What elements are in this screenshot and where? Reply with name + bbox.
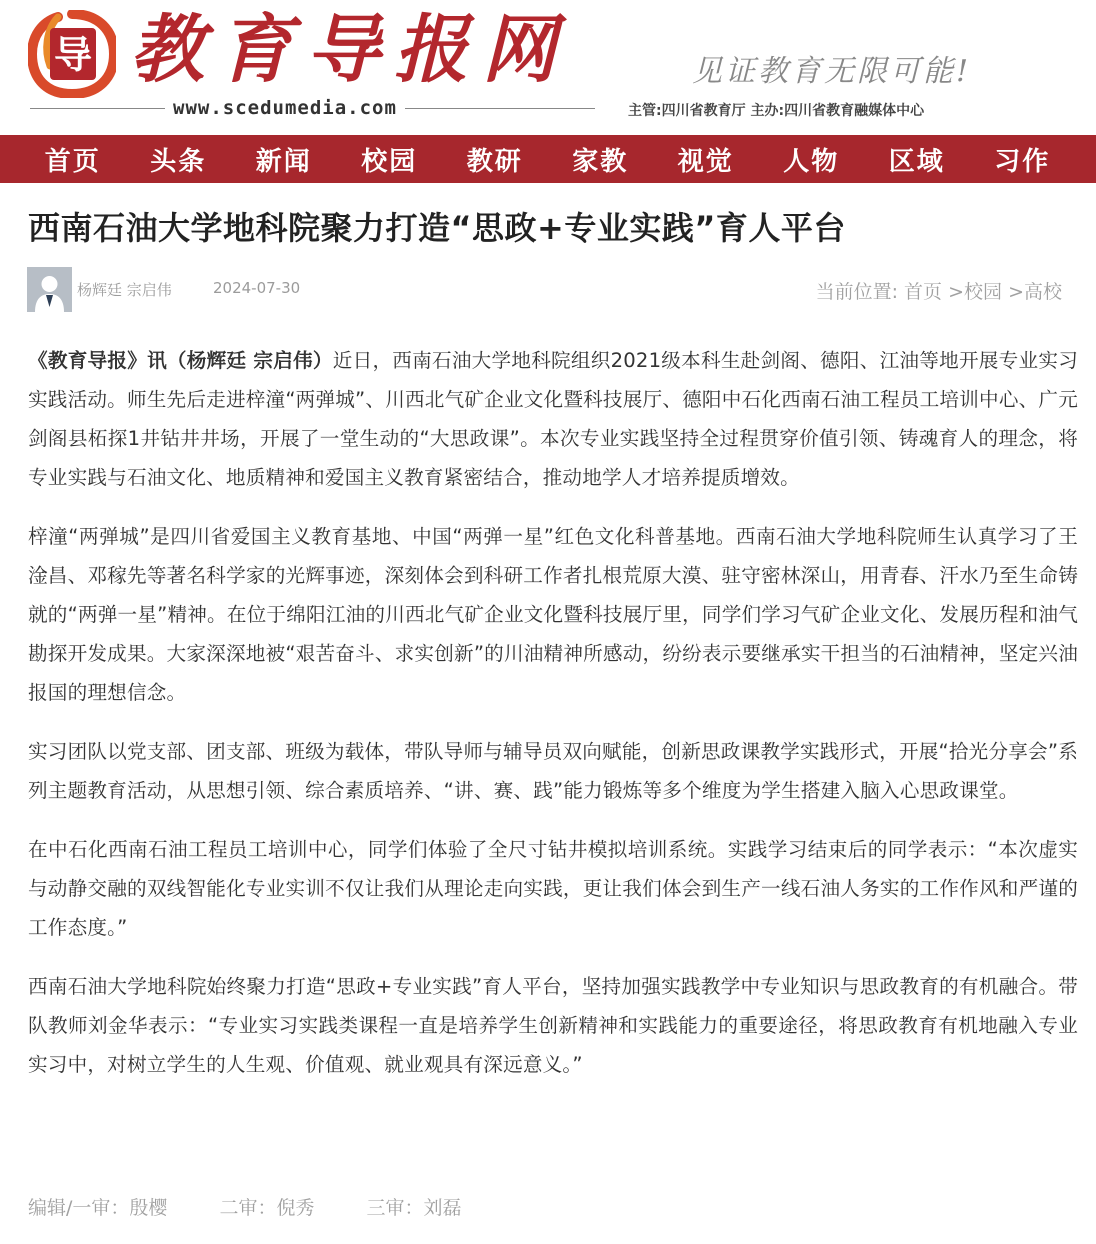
paragraph-3: 实习团队以党支部、团支部、班级为载体，带队导师与辅导员双向赋能，创新思政课教学实践形式，开展“拾光分享会”系列主题教育活动，从思想引领、综合素质培养、“讲、赛、践”能力锻炼等多个维度为学生搭建入脑入心思政课堂。 bbox=[28, 740, 1078, 802]
editor-credits bbox=[28, 1193, 508, 1220]
editor-third: 三审：刘磊 bbox=[366, 1197, 462, 1219]
editor-first: 编辑/一审：殷樱 bbox=[28, 1197, 168, 1219]
article-meta bbox=[27, 267, 1072, 313]
logo-char: 导 bbox=[53, 32, 93, 77]
breadcrumb-campus[interactable]: >校园 bbox=[948, 281, 1003, 303]
main-nav bbox=[0, 135, 1096, 183]
article-date: 2024-07-30 bbox=[213, 279, 301, 297]
site-logo-icon[interactable] bbox=[28, 10, 116, 98]
user-icon bbox=[27, 267, 72, 312]
site-sponsor: 主管:四川省教育厅 主办:四川省教育融媒体中心 bbox=[628, 103, 925, 119]
breadcrumb-college[interactable]: >高校 bbox=[1008, 281, 1062, 303]
nav-item-people[interactable]: 人物 bbox=[783, 146, 840, 177]
paragraph-1-text: 近日，西南石油大学地科院组织2021级本科生赴剑阁、德阳、江油等地开展专业实习实践活动。师生先后走进梓潼“两弹城”、川西北气矿企业文化暨科技展厅、德阳中石化西南石油工程员工培训中心、广元剑阁县柘探1井钻井井场，开展了一堂生动的“大思政课”。本次专业实践坚持全过程贯穿价值引领、铸魂育人的理念，将专业实践与石油文化、地质精神和爱国主义教育紧密结合，推动地学人才培养提质增效。 bbox=[28, 349, 1078, 489]
paragraph-1 bbox=[28, 341, 1078, 497]
nav-item-writing[interactable]: 习作 bbox=[994, 146, 1051, 177]
nav-item-region[interactable]: 区域 bbox=[888, 146, 945, 177]
breadcrumb-home[interactable]: 首页 bbox=[904, 281, 943, 303]
article-authors: 杨辉廷 宗启伟 bbox=[77, 281, 172, 299]
site-name[interactable]: 教育导报网 bbox=[130, 7, 570, 93]
article-body bbox=[28, 341, 1078, 1104]
article-title: 西南石油大学地科院聚力打造“思政+专业实践”育人平台 bbox=[28, 209, 846, 247]
lead-source: 《教育导报》讯（杨辉廷 宗启伟） bbox=[28, 349, 333, 372]
nav-item-campus[interactable]: 校园 bbox=[361, 146, 418, 177]
site-header bbox=[0, 0, 1096, 135]
paragraph-5: 西南石油大学地科院始终聚力打造“思政+专业实践”育人平台，坚持加强实践教学中专业知识与思政教育的有机融合。带队教师刘金华表示：“专业实习实践类课程一直是培养学生创新精神和实践能力的重要途径，将思政教育有机地融入专业实习中，对树立学生的人生观、价值观、就业观具有深远意义。” bbox=[28, 975, 1078, 1076]
author-avatar bbox=[27, 267, 72, 312]
nav-item-visual[interactable]: 视觉 bbox=[677, 146, 734, 177]
site-url: www.scedumedia.com bbox=[165, 97, 405, 119]
nav-item-family[interactable]: 家教 bbox=[572, 146, 629, 177]
nav-item-news[interactable]: 新闻 bbox=[255, 146, 312, 177]
breadcrumb bbox=[816, 277, 1062, 304]
site-slogan: 见证教育无限可能! bbox=[692, 54, 972, 89]
breadcrumb-label: 当前位置: bbox=[815, 281, 898, 303]
editor-second: 二审：倪秀 bbox=[219, 1197, 315, 1219]
nav-item-home[interactable]: 首页 bbox=[44, 146, 101, 177]
paragraph-4: 在中石化西南石油工程员工培训中心，同学们体验了全尺寸钻井模拟培训系统。实践学习结束后的同学表示：“本次虚实与动静交融的双线智能化专业实训不仅让我们从理论走向实践，更让我们体会到生产一线石油人务实的工作作风和严谨的工作态度。” bbox=[28, 838, 1078, 939]
nav-item-headlines[interactable]: 头条 bbox=[150, 146, 207, 177]
paragraph-2: 梓潼“两弹城”是四川省爱国主义教育基地、中国“两弹一星”红色文化科普基地。西南石油大学地科院师生认真学习了王淦昌、邓稼先等著名科学家的光辉事迹，深刻体会到科研工作者扎根荒原大漠、驻守密林深山，用青春、汗水乃至生命铸就的“两弹一星”精神。在位于绵阳江油的川西北气矿企业文化暨科技展厅里，同学们学习气矿企业文化、发展历程和油气勘探开发成果。大家深深地被“艰苦奋斗、求实创新”的川油精神所感动，纷纷表示要继承实干担当的石油精神，坚定兴油报国的理想信念。 bbox=[28, 525, 1078, 704]
nav-item-research[interactable]: 教研 bbox=[466, 146, 523, 177]
